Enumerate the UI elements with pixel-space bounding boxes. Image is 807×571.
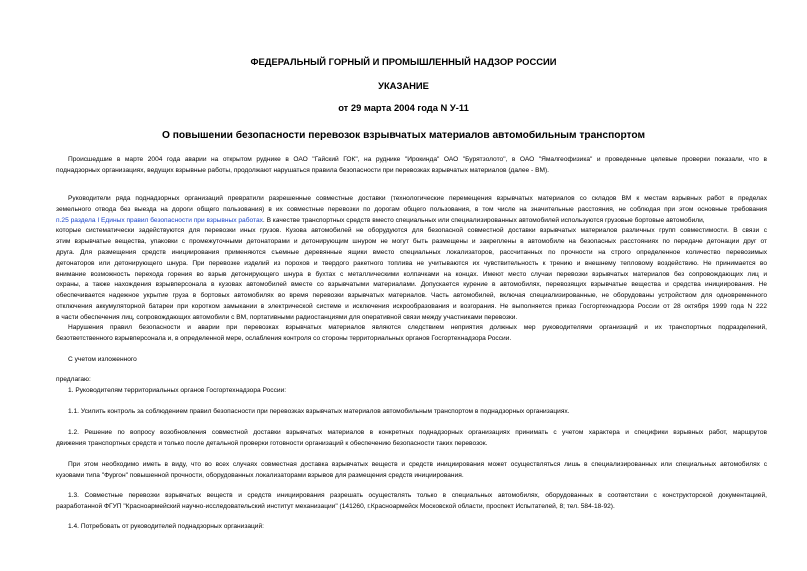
paragraph-2-line: внимание возможность перехода горения во взрыв детонирующего шнура в бухтах с металлическими колпачками на концах. Имеют место случаи перевозки взрывчатых материалов без сопровождающих лиц и xyxy=(56,270,767,278)
paragraph-9-line: При этом необходимо иметь в виду, что во всех случаях совместная доставка взрывчатых веществ и средств инициирования может осуществляться лишь в специализированных или специальных автомобилях с xyxy=(68,461,767,468)
paragraph-11 xyxy=(56,522,767,533)
paragraph-8-line: 1.2. Решение по вопросу возобновления совместной доставки взрывчатых материалов в конкретных поднадзорных организациях принимать с учетом характера и специфики взрывных работ, маршрутов xyxy=(68,429,767,436)
document-date-number: от 29 марта 2004 года N У-11 xyxy=(338,102,469,113)
paragraph-1 xyxy=(56,155,767,177)
paragraph-10-line: разработанной ФГУП "Красноармейский научно-исследовательский институт механизации" (141260, г.Красноармейск Московской области, проспект Испытателей, 8; тел. 584-18-92). xyxy=(56,502,615,510)
paragraph-2-line: земельного отвода без выезда на дороги общего пользования) в их совместные перевозки по дорогам общего пользования, в том числе на значительные расстояния, не соблюдая при этом основные требования xyxy=(56,205,767,213)
paragraph-10 xyxy=(56,491,767,513)
paragraph-7 xyxy=(56,407,767,418)
paragraph-2-line: в части обеспечения лиц, сопровождающих автомобили с ВМ, портативными радиостанциями для оперативной связи между участниками перевозки. xyxy=(56,313,518,321)
paragraph-6 xyxy=(56,386,767,397)
paragraph-2 xyxy=(56,194,767,324)
paragraph-8-line: движения транспортных средств и только после детальной проверки готовности организаций к обеспечению безопасности таких перевозок. xyxy=(56,439,488,447)
paragraph-2-line: обеспечивается надежное укрытие груза в бортовых автомобилях во время перевозки взрывчатых материалов. Часть автомобилей, включая специализированные, не оборудованы устройством для одновременного xyxy=(56,292,767,300)
paragraph-3 xyxy=(56,323,767,345)
rules-reference-link[interactable]: п.25 раздела I Единых правил безопасности при взрывных работах xyxy=(56,216,263,224)
paragraph-4-line: С учетом изложенного xyxy=(68,356,137,363)
paragraph-5-line: предлагаю: xyxy=(56,376,91,383)
paragraph-9 xyxy=(56,460,767,482)
paragraph-11-line: 1.4. Потребовать от руководителей поднадзорных организаций: xyxy=(68,523,264,530)
paragraph-4 xyxy=(56,355,767,366)
paragraph-2-line: которые систематически задействуются для перевозки иных грузов. Кузова автомобилей не оборудуются для безопасной совместной доставки взрывчатых материалов различных групп совместимости. В связи с xyxy=(56,227,767,235)
paragraph-2-line: отключения аккумуляторной батареи при коротком замыкании в электрической системе и исключения искрообразования и возгорания. Не выполняется приказ Госгортехнадзора России от 28 октября 1999 года N 222 xyxy=(56,302,767,310)
document-title: О повышении безопасности перевозок взрывчатых материалов автомобильным транспортом xyxy=(161,130,646,141)
paragraph-9-line: кузовами типа "Фургон" повышенной прочности, оборудованных локализаторами взрывов для размещения средств инициирования. xyxy=(56,471,464,479)
paragraph-6-line: 1. Руководителям территориальных органов Госгортехнадзора России: xyxy=(68,387,287,394)
paragraph-3-line: безответственного взрывперсонала и, в определенной мере, ослабления контроля со стороны территориальных органов Госгортехнадзора России. xyxy=(56,334,512,342)
paragraph-7-line: 1.1. Усилить контроль за соблюдением правил безопасности при перевозках взрывчатых материалов автомобильным транспортом в поднадзорных организациях. xyxy=(68,408,570,415)
document-type: УКАЗАНИЕ xyxy=(378,80,429,91)
paragraph-2-line-with-link xyxy=(56,216,767,227)
paragraph-10-line: 1.3. Совместные перевозки взрывчатых веществ и средств инициирования разрешать осуществлять только в специальных автомобилях, оборудованных в соответствии с конструкторской документацией, xyxy=(68,492,767,499)
paragraph-2-line: охраны, а также нахождения взрывперсонала в кузовах автомобилей вместе со взрывчатыми материалами. Допускается курение в автомобилях, перевозящих взрывчатые вещества и средства инициирования. Не xyxy=(56,281,767,289)
paragraph-8 xyxy=(56,428,767,450)
paragraph-5 xyxy=(56,375,767,386)
document-page xyxy=(40,0,767,571)
paragraph-2-line: друга. Для размещения средств инициирования применяются съемные деревянные ящики вместо специальных локализаторов, рассчитанных по прочности на строго определенное количество перевозимых xyxy=(56,248,767,256)
agency-name: ФЕДЕРАЛЬНЫЙ ГОРНЫЙ И ПРОМЫШЛЕННЫЙ НАДЗОР РОССИИ xyxy=(250,56,557,67)
paragraph-2-line: Руководители ряда поднадзорных организаций превратили разрешенные совместные доставки (технологические перемещения взрывчатых материалов со складов ВМ к местам взрывных работ в пределах xyxy=(68,195,767,202)
paragraph-2-line: детонаторов или детонирующего шнура. При перевозке изделий из порохов и твердого ракетного топлива не учитываются их чувствительность к трению и внешнему тепловому воздействию. Не принимается во xyxy=(56,259,767,267)
paragraph-2-line: этим взрывчатые вещества, упаковки с промежуточными детонаторами и детонирующим шнуром не могут быть размещены и закреплены в автомобиле на безопасных расстояниях по передаче детонации друг от xyxy=(56,238,767,246)
paragraph-3-line: Нарушения правил безопасности и аварии при перевозках взрывчатых материалов являются следствием неприятия должных мер руководителями организаций и их транспортных подразделений, xyxy=(68,324,767,331)
paragraph-1-line: поднадзорных организациях, ведущих взрывные работы, продолжают нарушаться правила безопасности при перевозках взрывчатых материалов (далее - ВМ). xyxy=(56,166,549,174)
paragraph-1-line: Происшедшие в марте 2004 года аварии на открытом руднике в ОАО "Гайский ГОК", на руднике "Ирокинда" ОАО "Бурятзолото", в ОАО "Ямалгеофизика" и проведенные целевые проверки показали, что в xyxy=(68,156,767,163)
paragraph-2-line-rest: . В качестве транспортных средств вместо специальных или специализированных автомобилей используются грузовые бортовые автомобили, xyxy=(262,216,705,224)
